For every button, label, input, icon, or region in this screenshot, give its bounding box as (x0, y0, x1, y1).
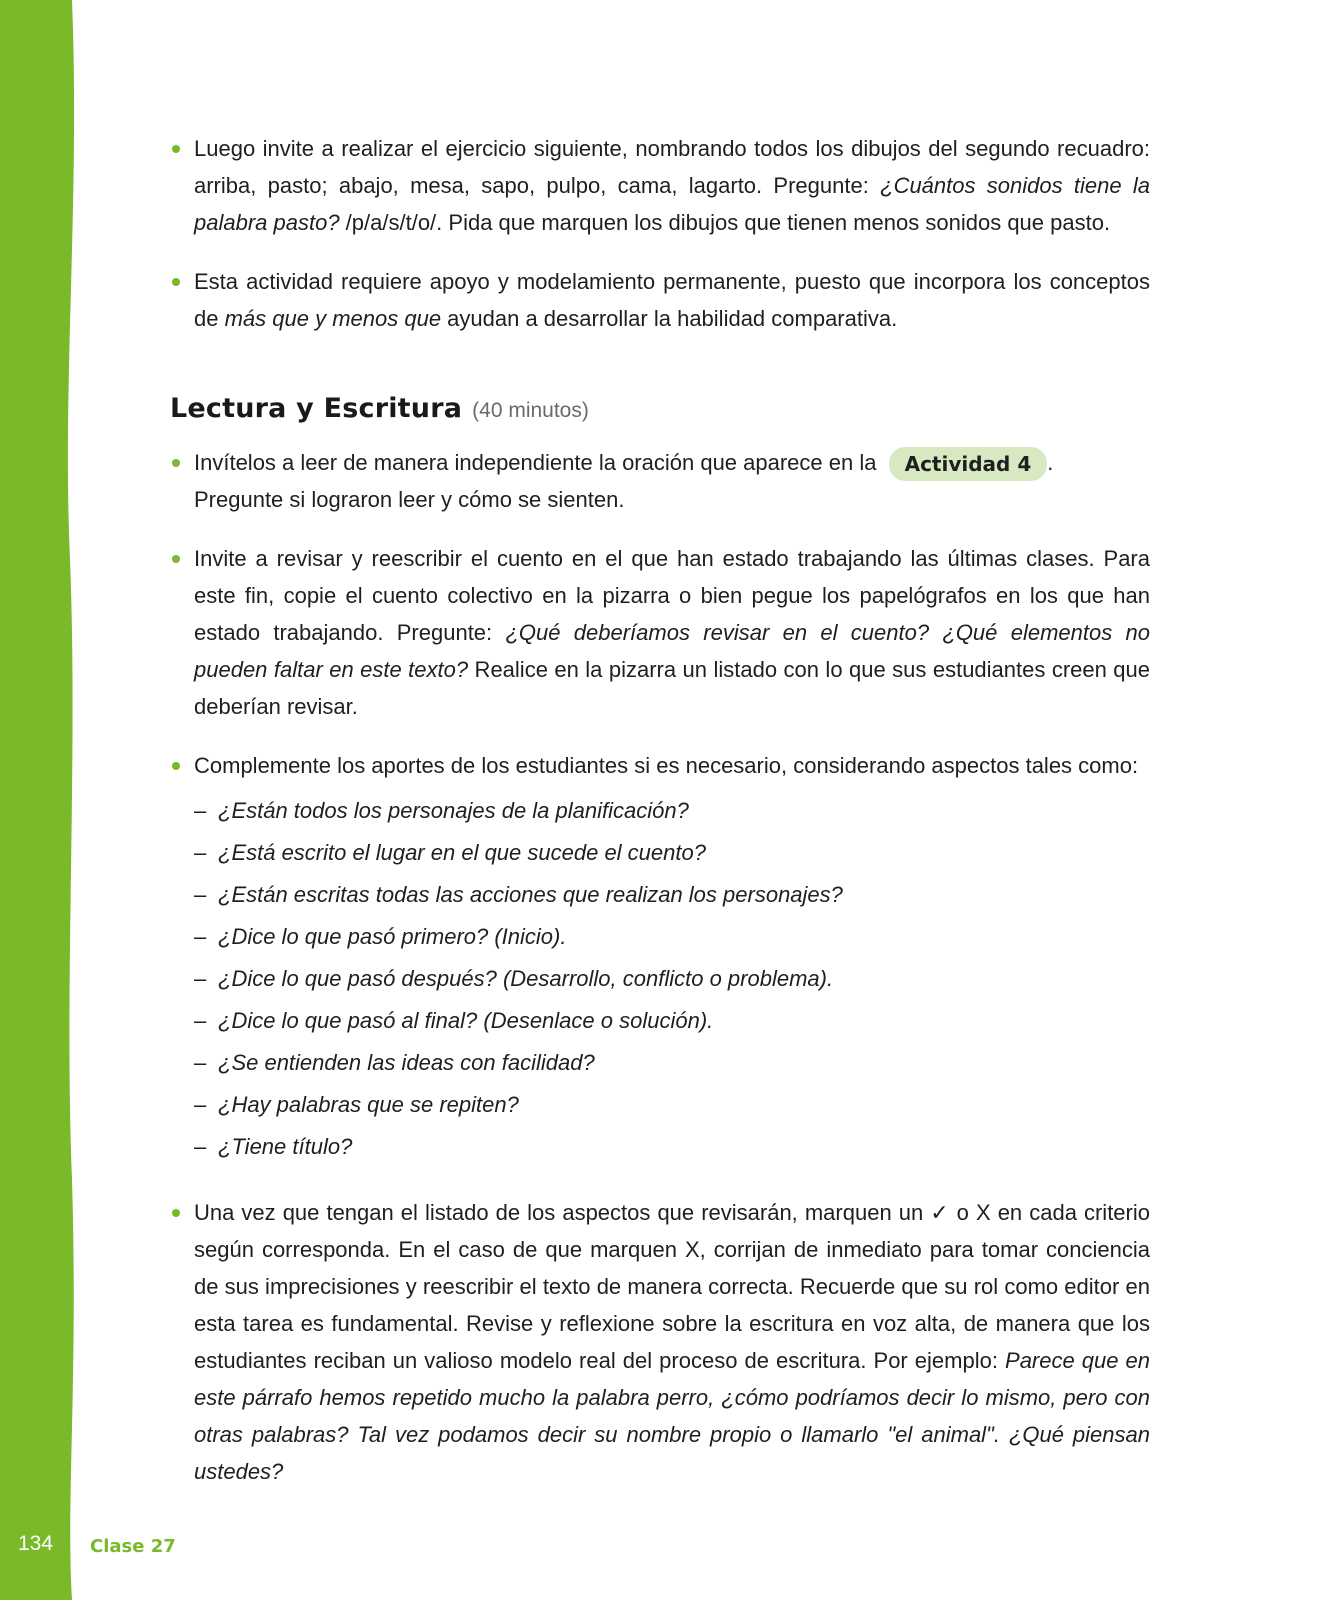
bullet-question: ¿Qué deberíamos revisar en el cuento? ¿Qué elementos no pueden faltar en este texto? (194, 620, 1150, 683)
bullet-text: Esta actividad requiere apoyo y modelamiento permanente, puesto que incorpora los conceptos de (194, 269, 1150, 331)
bullet-text: Luego invite a realizar el ejercicio siguiente, nombrando todos los dibujos del segundo recuadro: arriba, pasto; abajo, mesa, sapo, pulpo, cama, lagarto. Pregunte: (194, 136, 1150, 198)
question-text: ¿Está escrito el lugar en el que sucede el cuento? (218, 840, 706, 866)
list-item (194, 916, 1150, 958)
question-text: ¿Tiene título? (218, 1134, 353, 1160)
list-item (194, 1084, 1150, 1126)
question-text: ¿Dice lo que pasó al final? (Desenlace o solución). (218, 1008, 714, 1034)
question-text: ¿Dice lo que pasó después? (Desarrollo, conflicto o problema). (218, 966, 834, 992)
bullet-independent-reading (170, 444, 1150, 518)
bullet-text: Complemente los aportes de los estudiantes si es necesario, considerando aspectos tales como: (194, 753, 1139, 779)
question-text: ¿Están escritas todas las acciones que realizan los personajes? (218, 882, 843, 908)
class-label: Clase 27 (90, 1536, 176, 1557)
list-item (194, 1000, 1150, 1042)
bullet-question: ¿Cuántos sonidos tiene la palabra pasto? (194, 173, 1151, 235)
list-item (194, 1126, 1150, 1168)
question-text: ¿Están todos los personajes de la planificación? (218, 798, 689, 824)
bullet-text: /p/a/s/t/o/. Pida que marquen los dibujos que tienen menos sonidos que pasto. (339, 210, 1111, 235)
bullet-text: ayudan a desarrollar la habilidad comparativa. (441, 306, 898, 331)
bullet-text: Una vez que tengan el listado de los aspectos que revisarán, marquen un ✓ o X en cada criterio según corresponda. En el caso de que marquen X, corrijan de inmediato para tomar conciencia de sus imprecisiones y reescribir el texto de manera correcta. Recuerde que su rol como editor en esta tarea es fundamental. Revise y reflexione sobre la escritura en voz alta, de manera que los estudiantes reciban un valioso modelo real del proceso de escritura. Por ejemplo: (194, 1200, 1150, 1374)
bullet-mark-criteria (170, 1194, 1150, 1490)
bullet-emphasis: más que y menos que (224, 306, 442, 331)
bullet-text: . (1047, 450, 1054, 475)
bullet-revise-story (170, 540, 1150, 725)
question-text: ¿Dice lo que pasó primero? (Inicio). (218, 924, 567, 950)
list-item (194, 1042, 1150, 1084)
bullet-text: Invite a revisar y reescribir el cuento en el que han estado trabajando las últimas clases. Para este fin, copie el cuento colectivo en la pizarra o bien pegue los papelógrafos en los que han estado trabajando. Pregunte: (194, 546, 1150, 646)
activity-badge: Actividad 4 (889, 447, 1048, 481)
question-text: ¿Hay palabras que se repiten? (218, 1092, 519, 1118)
list-item (194, 832, 1150, 874)
bullet-text: Invítelos a leer de manera independiente la oración que aparece en la (194, 450, 883, 475)
list-item (194, 790, 1150, 832)
list-item (194, 874, 1150, 916)
section-title: Lectura y Escritura (170, 393, 463, 424)
bullet-text: Pregunte si lograron leer y cómo se sienten. (194, 487, 625, 513)
bullet-complement-contributions (170, 747, 1150, 784)
revision-questions-list (170, 790, 1150, 1168)
question-text: ¿Se entienden las ideas con facilidad? (218, 1050, 595, 1076)
section-duration: (40 minutos) (472, 399, 589, 422)
page-content (170, 130, 1150, 1512)
bullet-exercise-instructions (170, 130, 1150, 241)
list-item (194, 958, 1150, 1000)
bullet-text: Realice en la pizarra un listado con lo que sus estudiantes creen que deberían revisar. (194, 657, 1151, 720)
bullet-example: Parece que en este párrafo hemos repetido mucho la palabra perro, ¿cómo podríamos decir lo mismo, pero con otras palabras? Tal vez podamos decir su nombre propio o llamarlo "el animal". ¿Qué piensan ustedes? (194, 1348, 1150, 1485)
page-number: 134 (18, 1532, 54, 1555)
side-color-band (0, 0, 90, 1600)
section-heading (170, 393, 1150, 424)
bullet-support-note (170, 263, 1150, 337)
